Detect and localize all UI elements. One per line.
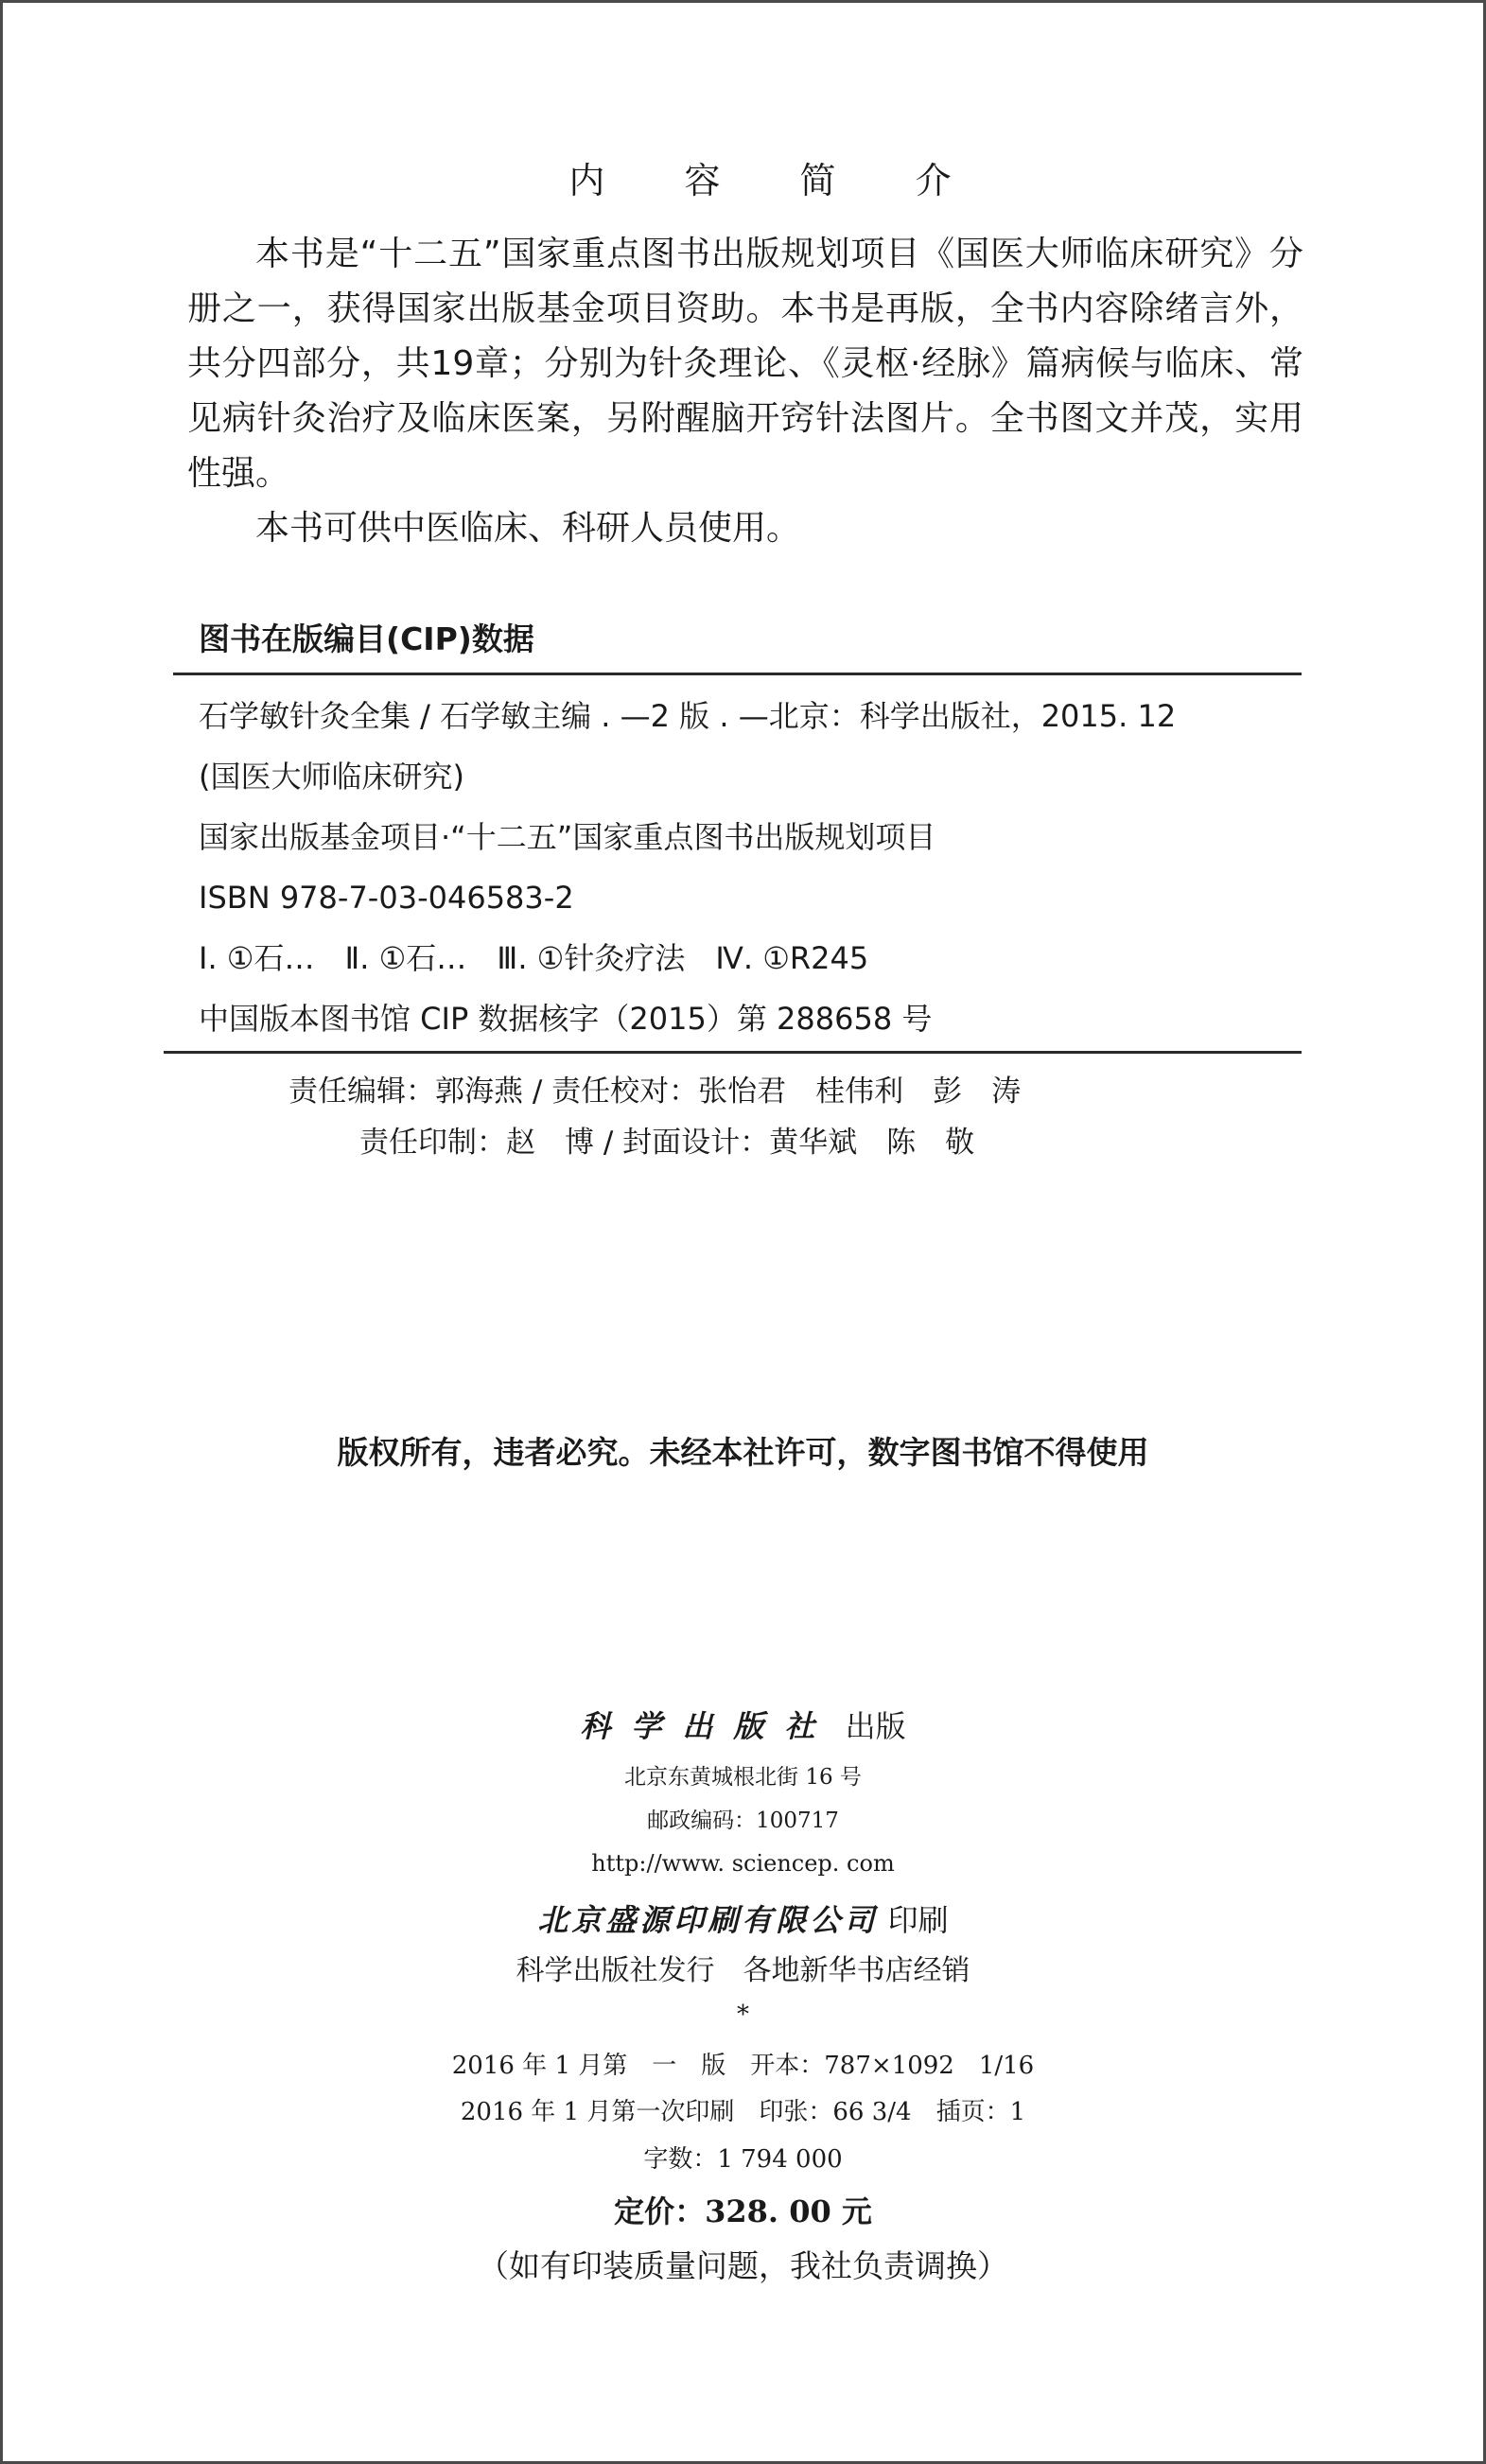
summary-paragraph: 本书是“十二五”国家重点图书出版规划项目《国医大师临床研究》分册之一，获得国家出版基金项目资助。本书是再版，全书内容除绪言外，共分四部分，共19章；分别为针灸理论、《灵枢·经脉》篇病候与临床、常见病针灸治疗及临床医案，另附醒脑开窍针法图片。全书图文并茂，实用性强。 — [187, 235, 1303, 493]
cip-line-title: 石学敏针灸全集 / 石学敏主编 . —2 版 . —北京：科学出版社，2015. 12 — [199, 698, 1177, 734]
printer-line — [0, 1896, 1486, 1940]
staff-print-design: 责任印制：赵 博 / 封面设计：黄华斌 陈 敬 — [359, 1126, 975, 1160]
printing-spec: 2016 年 1 月第一次印刷 印张：66 3/4 插页：1 — [460, 2098, 1026, 2126]
cip-top-rule — [173, 673, 1302, 675]
staff-editors: 责任编辑：郭海燕 / 责任校对：张怡君 桂伟利 彭 涛 — [288, 1075, 1022, 1109]
summary-body — [187, 227, 1303, 556]
separator-asterisk: * — [737, 2001, 749, 2029]
publisher-name: 科学出版社 — [580, 1708, 836, 1744]
printer-suffix: 印刷 — [887, 1902, 949, 1938]
publisher-postcode: 邮政编码：100717 — [647, 1809, 839, 1833]
publisher-url: http://www. sciencep. com — [591, 1850, 895, 1877]
publisher-line — [0, 1703, 1486, 1746]
publisher-suffix: 出版 — [845, 1708, 906, 1744]
cip-bottom-rule — [164, 1051, 1302, 1054]
edition-spec: 2016 年 1 月第 一 版 开本：787×1092 1/16 — [451, 2052, 1035, 2080]
distribution-line: 科学出版社发行 各地新华书店经销 — [516, 1954, 970, 1987]
copyright-notice: 版权所有，违者必究。未经本社许可，数字图书馆不得使用 — [337, 1434, 1149, 1471]
quality-note: （如有印装质量问题，我社负责调换） — [478, 2247, 1008, 2284]
summary-paragraph: 本书可供中医临床、科研人员使用。 — [255, 509, 801, 548]
cip-data-block — [199, 686, 1176, 1049]
cip-line-project: 国家出版基金项目·“十二五”国家重点图书出版规划项目 — [199, 819, 936, 855]
summary-title: 内 容 简 介 — [568, 160, 986, 201]
cip-line-isbn: ISBN 978-7-03-046583-2 — [199, 880, 574, 916]
printer-name: 北京盛源印刷有限公司 — [537, 1902, 879, 1938]
publisher-address: 北京东黄城根北街 16 号 — [624, 1765, 862, 1790]
cip-line-record-number: 中国版本图书馆 CIP 数据核字（2015）第 288658 号 — [199, 1001, 933, 1037]
cip-line-classification: Ⅰ. ①石… Ⅱ. ①石… Ⅲ. ①针灸疗法 Ⅳ. ①R245 — [199, 940, 869, 976]
price: 定价：328. 00 元 — [614, 2193, 872, 2229]
cip-line-series: (国医大师临床研究) — [199, 759, 464, 795]
word-count: 字数：1 794 000 — [643, 2145, 843, 2174]
cip-heading: 图书在版编目(CIP)数据 — [199, 620, 534, 657]
